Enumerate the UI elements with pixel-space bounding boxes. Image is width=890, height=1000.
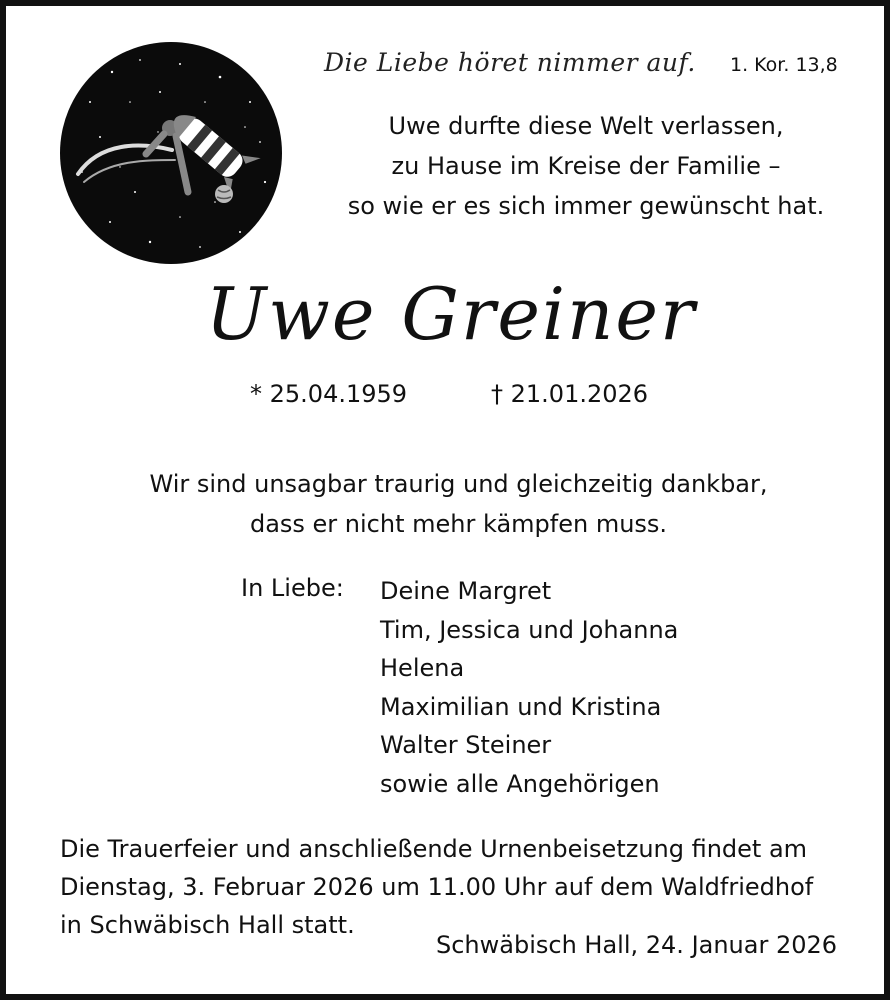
funeral-line: Die Trauerfeier und anschließende Urnenbeisetzung findet am <box>60 835 808 863</box>
mourner-entry: Tim, Jessica und Johanna <box>380 615 679 644</box>
intro-text <box>306 106 866 226</box>
thanks-line: Wir sind unsagbar traurig und gleichzeitig dankbar, <box>149 470 768 498</box>
mourner-entry: Walter Steiner <box>380 731 552 759</box>
mourner-entry: Deine Margret <box>380 577 552 605</box>
place-and-date: Schwäbisch Hall, 24. Januar 2026 <box>436 931 838 959</box>
mourner-entry: sowie alle Angehörigen <box>380 769 660 798</box>
birth-date: * 25.04.1959 <box>250 380 408 408</box>
intro-line: so wie er es sich immer gewünscht hat. <box>347 192 825 220</box>
thanks-text <box>6 464 890 544</box>
death-date: † 21.01.2026 <box>491 380 649 408</box>
intro-line: zu Hause im Kreise der Familie – <box>391 152 781 180</box>
mourner-entry: Maximilian und Kristina <box>380 692 662 721</box>
bible-verse-reference: 1. Kor. 13,8 <box>730 54 838 76</box>
mourners-list <box>380 572 678 803</box>
bible-verse: Die Liebe höret nimmer auf. <box>324 48 696 77</box>
deceased-name: Uwe Greiner <box>205 272 697 356</box>
mourner-entry: Helena <box>380 654 465 682</box>
funeral-details <box>60 830 860 944</box>
funeral-line: Dienstag, 3. Februar 2026 um 11.00 Uhr auf dem Waldfriedhof <box>60 873 814 901</box>
thanks-line: dass er nicht mehr kämpfen muss. <box>249 510 668 538</box>
in-love-label: In Liebe: <box>241 574 344 602</box>
rocket-in-space-icon <box>60 42 282 264</box>
intro-line: Uwe durfte diese Welt verlassen, <box>388 112 784 140</box>
funeral-line: in Schwäbisch Hall statt. <box>60 911 355 939</box>
